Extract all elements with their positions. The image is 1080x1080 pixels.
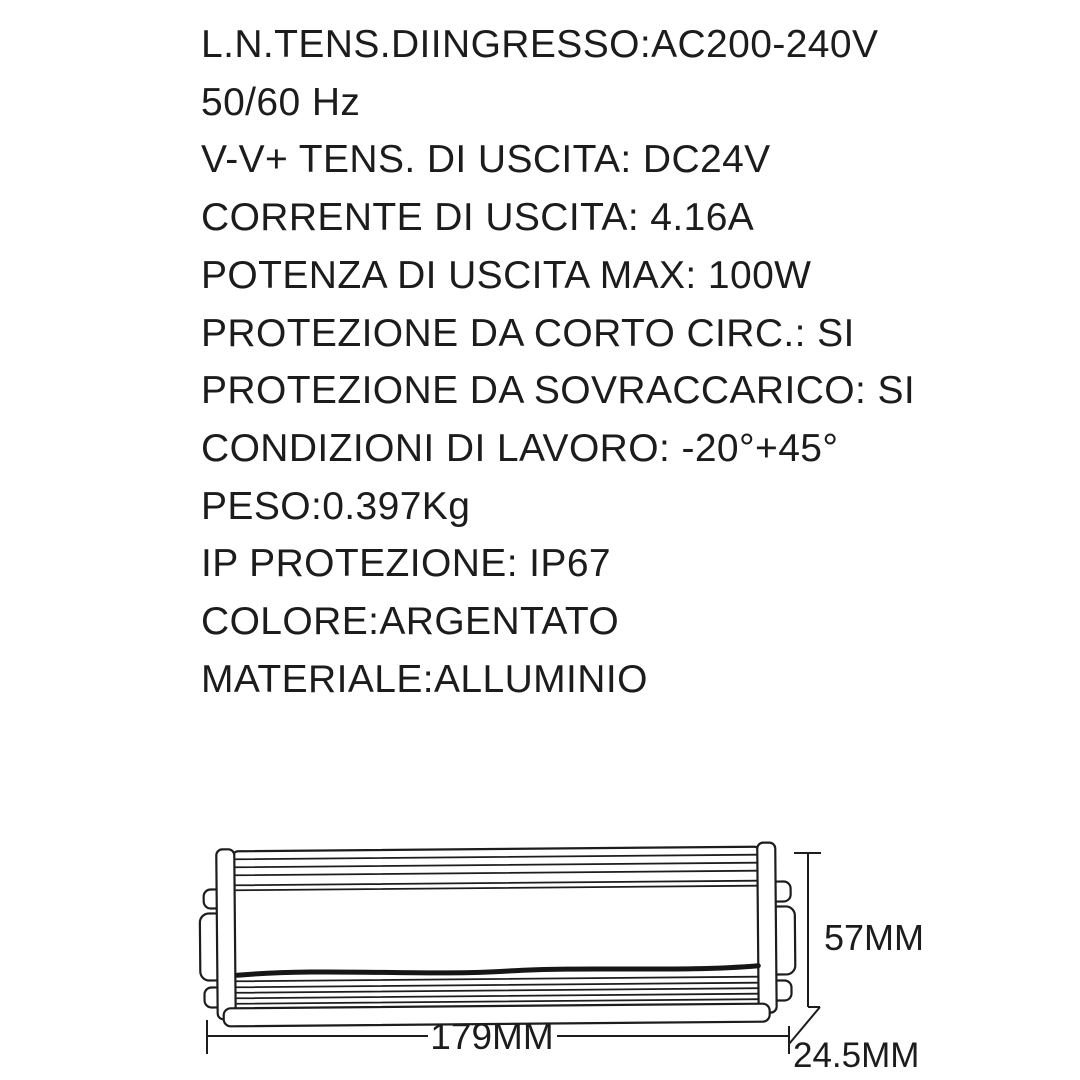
spec-line-overload: PROTEZIONE DA SOVRACCARICO: SI [201,369,916,413]
depth-dimension-label: 24.5MM [793,1036,920,1075]
right-end-cap [757,843,776,1013]
spec-line-weight: PESO:0.397Kg [201,484,471,528]
spec-line-material: MATERIALE:ALLUMINIO [201,657,648,701]
spec-line-color: COLORE:ARGENTATO [201,600,620,644]
height-dimension-line [794,853,821,1007]
height-dimension-label: 57MM [824,917,925,958]
spec-line-short-circuit: PROTEZIONE DA CORTO CIRC.: SI [201,311,855,355]
spec-line-work-conditions: CONDIZIONI DI LAVORO: -20°+45° [201,426,839,470]
left-end-cap [216,849,235,1019]
spec-line-max-power: POTENZA DI USCITA MAX: 100W [201,253,812,297]
spec-line-frequency: 50/60 Hz [201,80,361,124]
spec-line-input-voltage: L.N.TENS.DIINGRESSO:AC200-240V [201,23,879,66]
spec-line-ip-rating: IP PROTEZIONE: IP67 [201,542,611,586]
width-dimension-label: 179MM [430,1016,554,1057]
spec-line-output-voltage: V-V+ TENS. DI USCITA: DC24V [201,138,771,182]
psu-body-group [199,842,796,1026]
spec-line-output-current: CORRENTE DI USCITA: 4.16A [201,196,755,240]
